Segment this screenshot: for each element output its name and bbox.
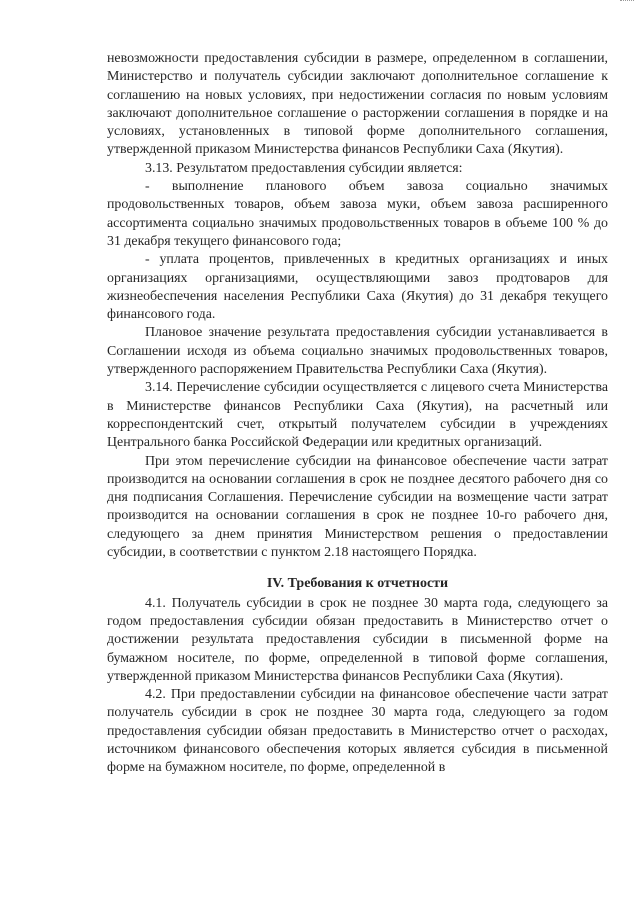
paragraph-3-13: 3.13. Результатом предоставления субсидии является:	[145, 160, 463, 176]
paragraph-transfer-terms: При этом перечисление субсидии на финансовое обеспечение части затрат производится на основании соглашения в срок не позднее десятого рабочего дня со дня подписания Соглашения. Перечисление субсидии на возмещение части затрат производится на основании соглашения в срок не позднее 10-го рабочего дня, следующего за днем принятия Министерством решения о предоставлении субсидии, в соответствии с пунктом 2.18 настоящего Порядка.	[107, 453, 608, 561]
paragraph-result-interest: - уплата процентов, привлеченных в кредитных организациях и иных организациях организациями, осуществляющими завоз продтоваров для жизнеобеспечения населения Республики Саха (Якутия) до 31 декабря текущего финансового года.	[107, 252, 608, 323]
paragraph-3-14: 3.14. Перечисление субсидии осуществляется с лицевого счета Министерства в Министерстве финансов Республики Саха (Якутия), на расчетный или корреспондентский счет, открытый получателем субсидии в учреждениях Центрального банка Российской Федерации или кредитных организаций.	[107, 380, 608, 451]
paragraph-result-delivery: - выполнение планового объем завоза социально значимых продовольственных товаров, объем завоза муки, объем завоза расширенного ассортимента социально значимых продовольственных товаров в объеме 100 % до 31 декабря текущего финансового года;	[107, 179, 608, 249]
section-heading-reporting: IV. Требования к отчетности	[266, 576, 449, 592]
paragraph-4-1: 4.1. Получатель субсидии в срок не позднее 30 марта года, следующего за годом предоставления субсидии обязан предоставить в Министерство отчет о достижении результата предоставления субсидии в письменной форме на бумажном носителе, по форме, определенной в типовой форме соглашения, утвержденной приказом Министерства финансов Республики Саха (Якутия).	[107, 595, 608, 684]
scan-mark	[620, 0, 634, 3]
paragraph-subsidy-agreement: невозможности предоставления субсидии в размере, определенном в соглашении, Министерство и получатель субсидии заключают дополнительное соглашение к соглашению на новых условиях, при недостижении согласия по новым условиям заключают дополнительное соглашение о расторжении соглашения в порядке и на условиях, установленных в типовой форме дополнительного соглашения, утвержденной приказом Министерства финансов Республики Саха (Якутия).	[107, 51, 608, 158]
document-body	[107, 50, 608, 778]
paragraph-4-2: 4.2. При предоставлении субсидии на финансовое обеспечение части затрат получатель субсидии в срок не позднее 30 марта года, следующего за годом предоставления субсидии обязан предоставить в Министерство отчет о расходах, источником финансового обеспечения которых является субсидия в письменной форме на бумажном носителе, по форме, определенной в	[107, 687, 608, 776]
paragraph-planned-value: Плановое значение результата предоставления субсидии устанавливается в Соглашении исходя из объема социально значимых продовольственных товаров, утвержденного распоряжением Правительства Республики Саха (Якутия).	[107, 325, 608, 378]
